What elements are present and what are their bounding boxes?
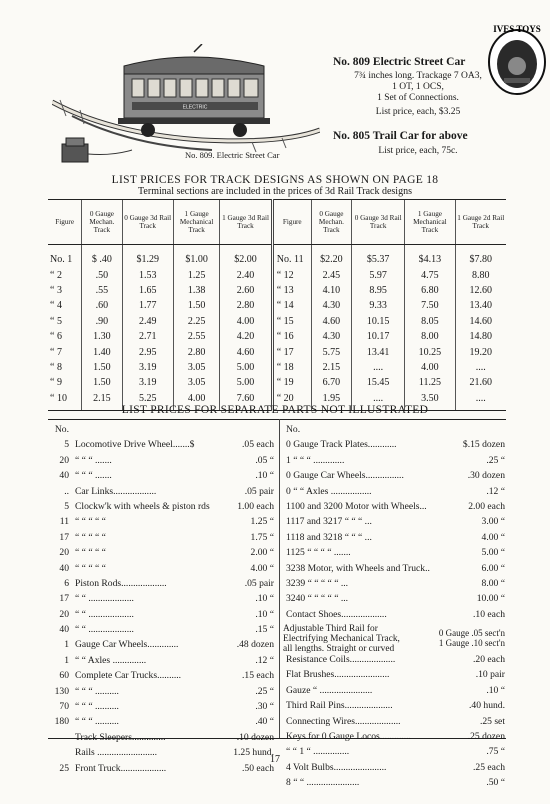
- table-row: [48, 329, 506, 344]
- part-price: 1.00 each: [237, 500, 274, 512]
- list-item: [283, 731, 505, 746]
- table-cell: .55: [82, 283, 122, 298]
- part-description: Locomotive Drive Wheel.......$: [75, 439, 195, 451]
- illustration-caption: No. 809. Electric Street Car: [185, 150, 280, 160]
- table-cell: $ .40: [82, 245, 122, 268]
- list-item: [50, 655, 274, 670]
- table-cell: 3.19: [122, 375, 173, 390]
- part-price: .05 pair: [244, 485, 274, 497]
- table-cell: 4.10: [311, 283, 351, 298]
- parts-prices-title: LIST PRICES FOR SEPARATE PARTS NOT ILLUSTRATED: [121, 404, 429, 416]
- table-cell: 1.38: [173, 283, 219, 298]
- adjustable-line-3: all lengths. Straight or curved: [283, 644, 395, 655]
- table-cell: 5.00: [220, 375, 272, 390]
- table-cell: 4.60: [311, 314, 351, 329]
- table-cell: 2.71: [122, 329, 173, 344]
- table-cell: 8.05: [405, 314, 455, 329]
- list-item: [283, 578, 505, 593]
- list-item: [283, 563, 505, 578]
- table-cell: 10.15: [352, 314, 405, 329]
- list-item: [283, 654, 505, 669]
- table-cell: 1.65: [122, 283, 173, 298]
- part-description: Clockw'k with wheels & piston rds: [75, 500, 210, 512]
- part-description: 3238 Motor, with Wheels and Truck..: [286, 562, 430, 574]
- part-number: 17: [59, 593, 69, 605]
- list-item: [283, 455, 505, 470]
- table-header: 1 Gauge Mechanical Track: [405, 200, 455, 245]
- table-cell: “ 6: [50, 331, 62, 343]
- table-cell: “ 14: [272, 298, 311, 313]
- part-price: .05 “: [255, 454, 274, 466]
- part-number: 20: [59, 608, 69, 620]
- part-description: Connecting Wires...................: [286, 715, 401, 727]
- part-description: “ “ “ “ “: [75, 531, 106, 543]
- part-number: 40: [59, 562, 69, 574]
- part-price: 1.25 hund.: [233, 747, 274, 759]
- list-item: [50, 547, 274, 562]
- list-item: [283, 501, 505, 516]
- table-cell: 15.45: [352, 375, 405, 390]
- part-price: .25 each: [473, 761, 505, 773]
- adjustable-option-0-gauge: 0 Gauge .05 sect'n: [438, 628, 505, 639]
- part-description: “ “ ...................: [75, 608, 134, 620]
- part-description: “ “ “ “ “: [75, 547, 106, 559]
- part-price: .05 pair: [244, 577, 274, 589]
- part-number: 5: [64, 439, 69, 451]
- table-cell: “ 15: [272, 314, 311, 329]
- table-cell: 6.70: [311, 375, 351, 390]
- table-cell: 1.25: [173, 267, 219, 282]
- table-cell: $2.00: [220, 245, 272, 268]
- table-cell: 10.25: [405, 344, 455, 359]
- table-header: 0 Gauge Mechan. Track: [82, 200, 122, 245]
- table-cell: “ 16: [272, 329, 311, 344]
- table-cell: 5.97: [352, 267, 405, 282]
- part-description: 1125 “ “ “ “ .......: [286, 547, 351, 559]
- part-description: 8 “ “ ......................: [286, 777, 360, 789]
- seal-text: IVES TOYS: [493, 24, 541, 34]
- part-price: .25 “: [486, 454, 505, 466]
- table-cell: ....: [352, 391, 405, 411]
- part-description: 1 “ “ “ .............: [286, 454, 345, 466]
- table-row: [48, 283, 506, 298]
- table-cell: “ 4: [50, 300, 62, 312]
- part-price: 1.25 “: [250, 516, 274, 528]
- table-cell: 2.49: [122, 314, 173, 329]
- part-price: .25 dozen: [467, 731, 505, 743]
- table-cell: 3.05: [173, 360, 219, 375]
- part-description: Track Sleepers..............: [75, 731, 166, 743]
- list-item: [283, 424, 505, 439]
- table-cell: 2.55: [173, 329, 219, 344]
- list-item: [283, 669, 505, 684]
- adjustable-line-1: Adjustable Third Rail for: [283, 624, 378, 635]
- part-description: Resistance Coils...................: [286, 654, 396, 666]
- car-805-price: List price, each, 75c.: [378, 146, 458, 156]
- part-price: .40 hund.: [469, 700, 505, 712]
- part-price: 5.00 “: [481, 547, 505, 559]
- table-cell: 6.80: [405, 283, 455, 298]
- part-description: Complete Car Trucks..........: [75, 670, 182, 682]
- table-header: 1 Gauge 3d Rail Track: [220, 200, 272, 245]
- part-number: 40: [59, 624, 69, 636]
- table-header: 1 Gauge 2d Rail Track: [455, 200, 506, 245]
- car-809-block: [333, 57, 503, 118]
- part-number: 11: [59, 516, 69, 528]
- part-price: $.15 dozen: [462, 439, 505, 451]
- table-cell: 2.15: [311, 360, 351, 375]
- table-cell: ....: [352, 360, 405, 375]
- part-price: .15 “: [255, 624, 274, 636]
- table-cell: .90: [82, 314, 122, 329]
- part-number: 5: [64, 500, 69, 512]
- car-809-price: List price, each, $3.25: [375, 107, 461, 117]
- table-header: Figure: [272, 200, 311, 245]
- part-description: Flat Brushes.......................: [286, 669, 390, 681]
- part-number: 17: [59, 531, 69, 543]
- part-description: “ “ “ .......: [75, 470, 112, 482]
- list-item: [50, 716, 274, 731]
- table-header: Figure: [48, 200, 82, 245]
- part-price: .10 “: [486, 684, 505, 696]
- table-cell: 2.60: [220, 283, 272, 298]
- table-cell: 1.50: [82, 360, 122, 375]
- part-price: .25 “: [255, 685, 274, 697]
- part-description: “ “ “ ..........: [75, 701, 119, 713]
- part-description: “ “ “ ..........: [75, 716, 119, 728]
- table-header-row: [48, 200, 506, 245]
- part-price: 4.00 “: [481, 531, 505, 543]
- table-cell: “ 19: [272, 375, 311, 390]
- table-cell: 3.05: [173, 375, 219, 390]
- table-cell: 2.80: [173, 344, 219, 359]
- table-cell: “ 10: [48, 391, 82, 411]
- part-price: 2.00 “: [250, 547, 274, 559]
- table-cell: 4.60: [220, 344, 272, 359]
- part-number: 70: [59, 701, 69, 713]
- table-cell: .60: [82, 298, 122, 313]
- part-description: “ “ “ ..........: [75, 685, 119, 697]
- table-cell: 2.25: [173, 314, 219, 329]
- part-number: 1: [64, 639, 69, 651]
- table-cell: 5.75: [311, 344, 351, 359]
- part-price: .50 each: [242, 762, 274, 774]
- track-price-table: [48, 199, 506, 411]
- table-cell: No. 11: [272, 245, 311, 268]
- list-item: [283, 470, 505, 485]
- table-cell: 3.50: [405, 391, 455, 411]
- part-description: 1118 and 3218 “ “ “ ...: [286, 531, 372, 543]
- table-cell: 11.25: [405, 375, 455, 390]
- part-description: 1100 and 3200 Motor with Wheels...: [286, 500, 427, 512]
- part-description: 4 Volt Bulbs......................: [286, 761, 387, 773]
- part-number: 25: [59, 762, 69, 774]
- table-cell: 2.45: [311, 267, 351, 282]
- part-price: 6.00 “: [481, 562, 505, 574]
- table-cell: “ 9: [50, 377, 62, 389]
- table-cell: 14.60: [455, 314, 506, 329]
- table-cell: 13.41: [352, 344, 405, 359]
- table-header: 0 Gauge 3d Rail Track: [352, 200, 405, 245]
- table-row: [48, 344, 506, 359]
- table-row: [48, 375, 506, 390]
- table-cell: $2.20: [311, 245, 351, 268]
- part-price: .15 each: [242, 670, 274, 682]
- part-description: “ “ “ “ “: [75, 562, 106, 574]
- table-cell: 7.50: [405, 298, 455, 313]
- table-cell: No. 1: [50, 254, 73, 266]
- part-price: .50 “: [486, 777, 505, 789]
- track-prices-subtitle: Terminal sections are included in the prices of 3d Rail Track designs: [138, 186, 412, 197]
- list-item: [283, 532, 505, 547]
- part-description: “ “ ...................: [75, 624, 134, 636]
- list-item: [50, 624, 274, 639]
- list-item: [50, 501, 274, 516]
- part-price: 3.00 “: [481, 516, 505, 528]
- part-description: 1117 and 3217 “ “ “ ...: [286, 516, 372, 528]
- car-809-spec-1: 7¾ inches long. Trackage 7 OA3,: [354, 71, 482, 81]
- list-item: [50, 686, 274, 701]
- table-cell: 1.77: [122, 298, 173, 313]
- table-cell: $1.29: [122, 245, 173, 268]
- part-price: 8.00 “: [481, 577, 505, 589]
- part-price: .10 “: [255, 593, 274, 605]
- table-row: [48, 314, 506, 329]
- table-cell: “ 18: [272, 360, 311, 375]
- table-cell: 19.20: [455, 344, 506, 359]
- part-description: Contact Shoes...................: [286, 608, 387, 620]
- part-description: 0 Gauge Track Plates............: [286, 439, 397, 451]
- list-item: [283, 716, 505, 731]
- list-item: [50, 439, 274, 454]
- car-809-spec-3: 1 Set of Connections.: [377, 93, 459, 103]
- table-cell: “ 13: [272, 283, 311, 298]
- table-cell: 21.60: [455, 375, 506, 390]
- table-row: [48, 245, 506, 268]
- part-price: .48 dozen: [236, 639, 274, 651]
- part-description: Third Rail Pins....................: [286, 700, 393, 712]
- part-description: “ “ “ “ “: [75, 516, 106, 528]
- car-side-label: ELECTRIC: [182, 104, 208, 111]
- table-cell: 1.50: [173, 298, 219, 313]
- part-price: .12 “: [486, 485, 505, 497]
- table-cell: $7.80: [455, 245, 506, 268]
- part-price: 2.00 each: [468, 500, 505, 512]
- car-809-spec-2: 1 OT, 1 OCS,: [392, 82, 444, 92]
- table-cell: 9.33: [352, 298, 405, 313]
- list-item: [50, 516, 274, 531]
- table-cell: 8.95: [352, 283, 405, 298]
- part-number: 130: [54, 685, 69, 697]
- table-cell: 4.30: [311, 298, 351, 313]
- part-description: No.: [286, 424, 301, 435]
- list-item: [50, 563, 274, 578]
- part-number: 20: [59, 454, 69, 466]
- list-item: [50, 639, 274, 654]
- part-number: 180: [54, 716, 69, 728]
- list-item: [283, 685, 505, 700]
- table-row: [48, 267, 506, 282]
- list-item: [50, 732, 274, 747]
- table-cell: 7.60: [220, 391, 272, 411]
- part-description: Car Links..................: [75, 485, 157, 497]
- list-item: [283, 777, 505, 792]
- part-price: .75 “: [486, 746, 505, 758]
- part-number: 60: [59, 670, 69, 682]
- part-number: 1: [64, 654, 69, 666]
- part-price: 1.75 “: [250, 531, 274, 543]
- table-cell: ....: [455, 391, 506, 411]
- part-number: No.: [54, 424, 69, 435]
- part-price: .05 each: [242, 439, 274, 451]
- adjustable-third-rail-item: [283, 624, 505, 654]
- table-cell: “ 12: [272, 267, 311, 282]
- car-809-title: No. 809 Electric Street Car: [333, 56, 466, 68]
- part-price: .25 set: [479, 715, 505, 727]
- part-price: .10 “: [255, 608, 274, 620]
- part-description: “ “ “ .......: [75, 454, 112, 466]
- table-cell: 4.20: [220, 329, 272, 344]
- table-cell: “ 17: [272, 344, 311, 359]
- car-805-title: No. 805 Trail Car for above: [333, 130, 468, 142]
- table-cell: 5.25: [122, 391, 173, 411]
- table-cell: 1.30: [82, 329, 122, 344]
- table-cell: 2.40: [220, 267, 272, 282]
- table-cell: $4.13: [405, 245, 455, 268]
- table-cell: 8.00: [405, 329, 455, 344]
- list-item: [50, 670, 274, 685]
- table-header: 0 Gauge 3d Rail Track: [122, 200, 173, 245]
- part-price: .10 dozen: [236, 731, 274, 743]
- table-cell: 8.80: [455, 267, 506, 282]
- part-description: Keys for 0 Gauge Locos.............: [286, 731, 411, 743]
- table-row: [48, 360, 506, 375]
- table-cell: 1.50: [82, 375, 122, 390]
- table-cell: 4.75: [405, 267, 455, 282]
- list-item: [50, 593, 274, 608]
- table-cell: “ 8: [50, 361, 62, 373]
- table-cell: ....: [455, 360, 506, 375]
- part-price: .20 each: [473, 654, 505, 666]
- adjustable-option-1-gauge: 1 Gauge .10 sect'n: [438, 638, 505, 649]
- table-cell: “ 2: [50, 269, 62, 281]
- table-cell: 2.15: [82, 391, 122, 411]
- part-price: 10.00 “: [476, 593, 505, 605]
- table-cell: 3.19: [122, 360, 173, 375]
- part-description: Gauze “ ......................: [286, 684, 373, 696]
- table-cell: 14.80: [455, 329, 506, 344]
- list-item: [50, 701, 274, 716]
- part-price: .10 each: [473, 608, 505, 620]
- table-header: 0 Gauge Mechan. Track: [311, 200, 351, 245]
- table-cell: 10.17: [352, 329, 405, 344]
- table-cell: 1.53: [122, 267, 173, 282]
- table-cell: $1.00: [173, 245, 219, 268]
- table-cell: 5.00: [220, 360, 272, 375]
- list-item: [50, 424, 274, 439]
- part-price: .30 “: [255, 701, 274, 713]
- table-cell: $5.37: [352, 245, 405, 268]
- table-cell: 12.60: [455, 283, 506, 298]
- table-cell: 2.95: [122, 344, 173, 359]
- list-item: [50, 532, 274, 547]
- car-805-block: [333, 130, 503, 156]
- parts-left-column: [50, 424, 274, 778]
- part-description: 3239 “ “ “ “ “ ...: [286, 577, 349, 589]
- table-cell: 2.80: [220, 298, 272, 313]
- part-description: 0 “ “ Axles .................: [286, 485, 372, 497]
- table-cell: 13.40: [455, 298, 506, 313]
- list-item: [50, 455, 274, 470]
- part-description: 3240 “ “ “ “ “ ...: [286, 593, 349, 605]
- part-price: .40 “: [255, 716, 274, 728]
- table-cell: 4.30: [311, 329, 351, 344]
- table-cell: 4.00: [173, 391, 219, 411]
- list-item: [283, 593, 505, 608]
- table-row: [48, 298, 506, 313]
- part-description: Gauge Car Wheels.............: [75, 639, 179, 651]
- parts-column-divider: [279, 419, 280, 738]
- list-item: [50, 609, 274, 624]
- part-price: .10 pair: [475, 669, 505, 681]
- list-item: [283, 439, 505, 454]
- table-cell: 1.40: [82, 344, 122, 359]
- part-description: Rails .........................: [75, 747, 158, 759]
- page-number: 17: [270, 754, 280, 765]
- table-header: 1 Gauge Mechanical Track: [173, 200, 219, 245]
- part-description: 0 Gauge Car Wheels................: [286, 470, 404, 482]
- part-price: .12 “: [255, 654, 274, 666]
- part-description: “ “ ...................: [75, 593, 134, 605]
- part-description: “ “ Axles ..............: [75, 654, 147, 666]
- table-cell: “ 7: [50, 346, 62, 358]
- part-number: 40: [59, 470, 69, 482]
- part-description: “ “ 1 “ ...............: [286, 746, 350, 758]
- table-cell: 4.00: [220, 314, 272, 329]
- table-cell: .50: [82, 267, 122, 282]
- parts-top-rule: [48, 419, 506, 420]
- part-number: 6: [64, 577, 69, 589]
- list-item: [283, 486, 505, 501]
- list-item: [50, 486, 274, 501]
- part-price: 4.00 “: [250, 562, 274, 574]
- track-prices-title: LIST PRICES FOR TRACK DESIGNS AS SHOWN ON PAGE 18: [111, 174, 439, 186]
- list-item: [50, 470, 274, 485]
- list-item: [283, 609, 505, 624]
- table-cell: “ 3: [50, 284, 62, 296]
- parts-right-column: [283, 424, 505, 793]
- list-item: [283, 547, 505, 562]
- list-item: [283, 516, 505, 531]
- part-price: .10 “: [255, 470, 274, 482]
- table-cell: 1.95: [311, 391, 351, 411]
- table-cell: “ 20: [272, 391, 311, 411]
- part-number: 20: [59, 547, 69, 559]
- part-number: ..: [64, 485, 69, 497]
- part-description: Piston Rods...................: [75, 577, 167, 589]
- adjustable-line-2: Electrifying Mechanical Track,: [283, 634, 400, 645]
- table-cell: “ 5: [50, 315, 62, 327]
- list-item: [50, 578, 274, 593]
- part-description: Front Truck...................: [75, 762, 167, 774]
- part-price: .30 dozen: [467, 470, 505, 482]
- list-item: [283, 700, 505, 715]
- table-cell: 4.00: [405, 360, 455, 375]
